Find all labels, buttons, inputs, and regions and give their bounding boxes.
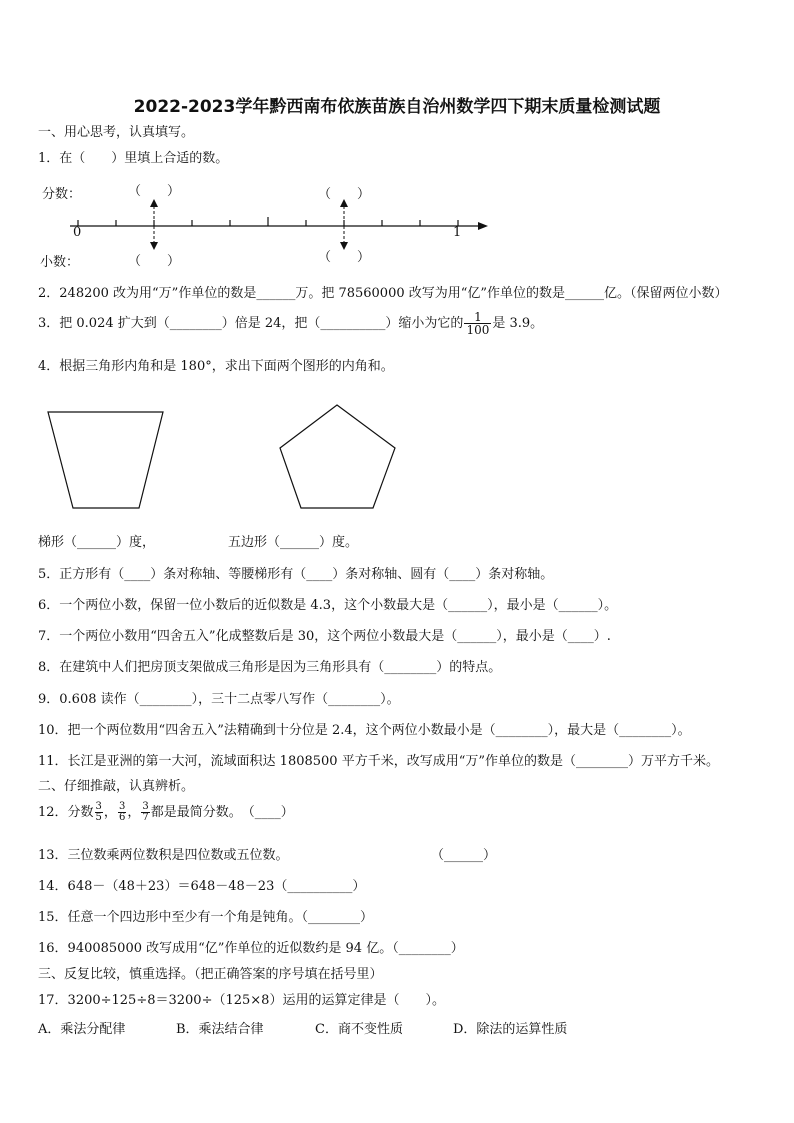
axis-label-one: 1: [453, 225, 462, 240]
fraction-numerator: 3: [142, 801, 149, 812]
blank-bottom-1[interactable]: （ ）: [128, 254, 181, 269]
question-13: 13．三位数乘两位数积是四位数或五位数。: [38, 848, 289, 863]
pentagon-answer[interactable]: 五边形（______）度。: [228, 535, 359, 550]
question-12-prefix: 12．分数: [38, 805, 94, 820]
option-b[interactable]: B．乘法结合律: [176, 1022, 264, 1037]
fraction-3-6: [118, 802, 126, 823]
fraction-3-5: [95, 802, 103, 823]
fraction-numerator: 3: [95, 801, 102, 812]
page-title: 2022-2023学年黔西南布依族苗族自治州数学四下期末质量检测试题: [133, 97, 661, 117]
question-8: 8．在建筑中人们把房顶支架做成三角形是因为三角形具有（________）的特点。: [38, 660, 502, 675]
question-12: [38, 801, 294, 823]
separator: ，: [103, 805, 117, 820]
fraction-denominator: 6: [118, 812, 126, 823]
fraction-denominator: 100: [466, 323, 490, 337]
question-14: 14．648－（48＋23）＝648－48－23（__________）: [38, 879, 366, 894]
axis-label-zero: 0: [73, 225, 82, 240]
option-a[interactable]: A．乘法分配律: [38, 1022, 126, 1037]
question-15: 15．任意一个四边形中至少有一个角是钝角。（________）: [38, 910, 374, 925]
question-7: 7．一个两位小数用“四舍五入”化成整数后是 30，这个两位小数最大是（______），最小是（____）.: [38, 629, 611, 644]
trapezoid-answer[interactable]: 梯形（______）度，: [38, 535, 156, 550]
question-3-text-before: 3．把 0.024 扩大到（________）倍是 24，把（__________）缩小为它的: [38, 316, 464, 331]
fraction-denominator: 5: [95, 812, 102, 823]
question-11: 11．长江是亚洲的第一大河，流域面积达 1808500 平方千米，改写成用“万”作单位的数是（________）万平方千米。: [38, 754, 719, 769]
pentagon-shape: [280, 405, 395, 508]
question-10: 10．把一个两位数用“四舍五入”法精确到十分位是 2.4，这个两位小数最小是（________），最大是（________）。: [38, 723, 691, 738]
blank-top-1[interactable]: （ ）: [128, 184, 181, 199]
question-1: 1．在（ ）里填上合适的数。: [38, 151, 229, 166]
option-c[interactable]: C．商不变性质: [315, 1022, 403, 1037]
fraction-3-7: [141, 802, 149, 823]
fraction-denominator: 7: [142, 812, 149, 823]
question-6: 6．一个两位小数，保留一位小数后的近似数是 4.3，这个小数最大是（______），最小是（______）。: [38, 598, 618, 613]
question-3-text-after: 是 3.9。: [492, 316, 544, 331]
section-3-heading: 三、反复比较，慎重选择。（把正确答案的序号填在括号里）: [38, 967, 383, 982]
option-d[interactable]: D．除法的运算性质: [453, 1022, 568, 1037]
question-12-suffix: 都是最简分数。 （____）: [150, 805, 294, 820]
fraction-numerator: 1: [474, 310, 482, 324]
question-16: 16．940085000 改写成用“亿”作单位的近似数约是 94 亿。（________）: [38, 941, 464, 956]
blank-bottom-2[interactable]: （ ）: [318, 250, 371, 265]
section-1-heading: 一、用心思考，认真填写。: [38, 125, 195, 140]
question-2: 2．248200 改为用“万”作单位的数是______万。把 78560000 改写为用“亿”作单位的数是______亿。（保留两位小数）: [38, 286, 728, 301]
decimal-row-label: 小数：: [40, 255, 80, 270]
fraction-row-label: 分数：: [42, 187, 82, 202]
question-9: 9．0.608 读作（________），三十二点零八写作（________）。: [38, 692, 400, 707]
section-2-heading: 二、仔细推敲，认真辨析。: [38, 779, 195, 794]
blank-top-2[interactable]: （ ）: [318, 187, 371, 202]
question-5: 5．正方形有（____）条对称轴、等腰梯形有（____）条对称轴、圆有（____）条对称轴。: [38, 567, 554, 582]
separator: ，: [127, 805, 141, 820]
question-13-answer[interactable]: （______）: [431, 848, 497, 863]
question-4: 4．根据三角形内角和是 180°，求出下面两个图形的内角和。: [38, 359, 394, 374]
trapezoid-shape: [48, 412, 163, 508]
question-17: 17．3200÷125÷8＝3200÷（125×8）运用的运算定律是（ ）。: [38, 993, 445, 1008]
fraction-numerator: 3: [118, 801, 126, 812]
